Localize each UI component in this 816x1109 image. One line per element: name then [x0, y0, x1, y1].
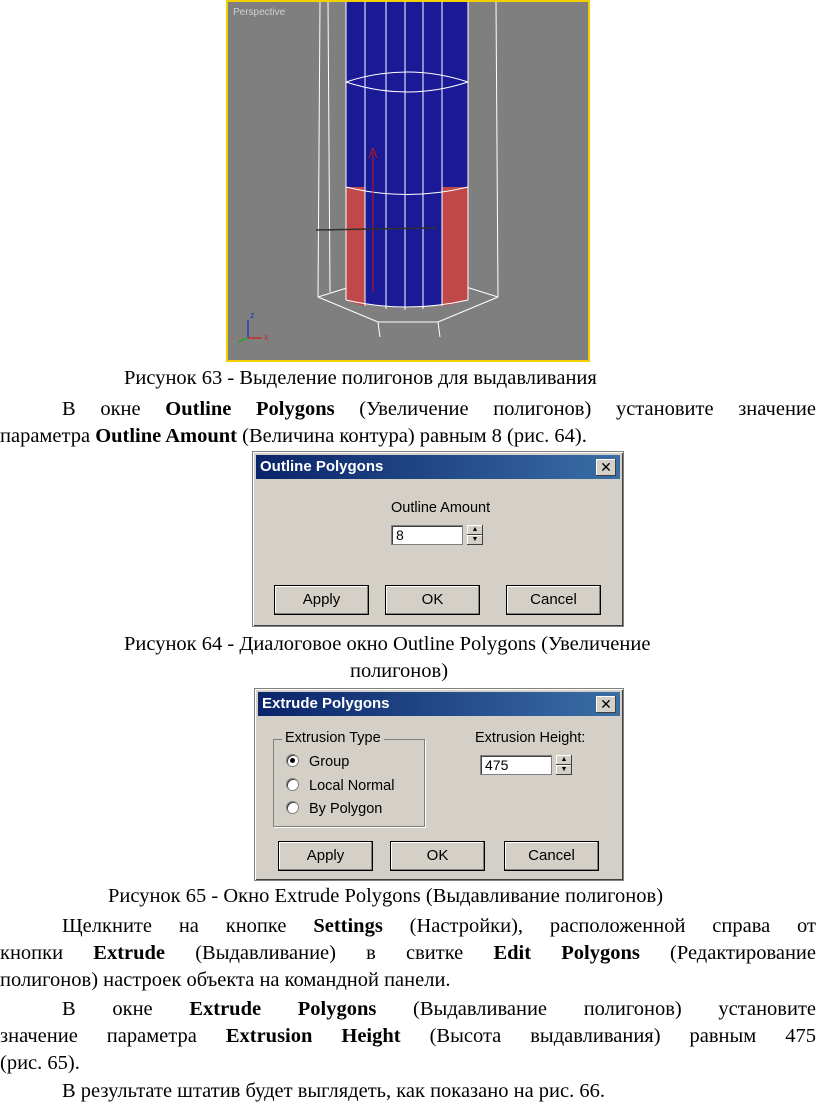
extrusion-type-title: Extrusion Type — [282, 730, 384, 746]
axis-x-label: x — [264, 332, 269, 342]
outline-amount-label: Outline Amount — [391, 500, 491, 516]
radio-icon[interactable] — [286, 778, 299, 791]
outline-apply-button[interactable]: Apply — [274, 585, 369, 615]
figure-63-caption: Рисунок 63 - Выделение полигонов для выдавливания — [124, 367, 597, 389]
cylinder-render — [228, 2, 588, 360]
outline-amount-spinner[interactable] — [467, 525, 483, 545]
outline-ok-button[interactable]: OK — [385, 585, 480, 615]
perspective-viewport[interactable] — [226, 0, 590, 362]
radio-selected-icon[interactable] — [286, 754, 299, 767]
paragraph-extrude: В окне Extrude Polygons (Выдавливание полигонов) установите значение параметра Extrusion Height (Высота выдавливания) равным 475 (рис. 65). — [0, 998, 816, 1074]
extrusion-type-group — [273, 730, 425, 827]
spinner-down-icon[interactable]: ▼ — [467, 535, 483, 545]
spinner-up-icon[interactable]: ▲ — [467, 525, 483, 535]
outline-close-button[interactable]: ✕ — [596, 459, 616, 476]
extrude-ok-button[interactable]: OK — [390, 841, 485, 871]
outline-dialog-titlebar[interactable] — [256, 455, 620, 479]
extrusion-height-label: Extrusion Height: — [475, 730, 586, 746]
radio-by-polygon[interactable]: By Polygon — [286, 801, 382, 817]
radio-group[interactable]: Group — [286, 754, 349, 770]
paragraph-settings: Щелкните на кнопке Settings (Настройки), расположенной справа от кнопки Extrude (Выдавливание) в свитке Edit Polygons (Редактирование полигонов) настроек объекта на командной панели. — [0, 915, 816, 991]
extrusion-height-spinner[interactable] — [556, 755, 572, 775]
figure-65-caption: Рисунок 65 - Окно Extrude Polygons (Выдавливание полигонов) — [108, 885, 664, 907]
radio-icon[interactable] — [286, 801, 299, 814]
radio-local-normal[interactable]: Local Normal — [286, 778, 394, 794]
outline-dialog-title: Outline Polygons — [260, 458, 384, 475]
extrude-apply-button[interactable]: Apply — [278, 841, 373, 871]
spinner-up-icon[interactable]: ▲ — [556, 755, 572, 765]
figure-64-caption-line1: Рисунок 64 - Диалоговое окно Outline Polygons (Увеличение — [124, 633, 651, 655]
axis-z-label: z — [250, 310, 255, 320]
paragraph-result: В результате штатив будет выглядеть, как показано на рис. 66. — [62, 1080, 605, 1102]
extrusion-height-input[interactable]: 475 — [480, 755, 552, 775]
figure-64-caption-line2: полигонов) — [350, 660, 449, 682]
spinner-down-icon[interactable]: ▼ — [556, 765, 572, 775]
extrude-dialog-title: Extrude Polygons — [262, 695, 390, 712]
extrude-polygons-dialog — [254, 688, 624, 881]
extrude-close-button[interactable]: ✕ — [596, 696, 616, 713]
outline-polygons-dialog — [252, 451, 624, 627]
outline-cancel-button[interactable]: Cancel — [506, 585, 601, 615]
viewport-label: Perspective — [233, 7, 286, 18]
paragraph-outline: В окне Outline Polygons (Увеличение полигонов) установите значение параметра Outline Amount (Величина контура) равным 8 (рис. 64). — [0, 398, 816, 447]
extrude-cancel-button[interactable]: Cancel — [504, 841, 599, 871]
outline-amount-input[interactable]: 8 — [391, 525, 463, 545]
extrude-dialog-titlebar[interactable] — [258, 692, 620, 716]
